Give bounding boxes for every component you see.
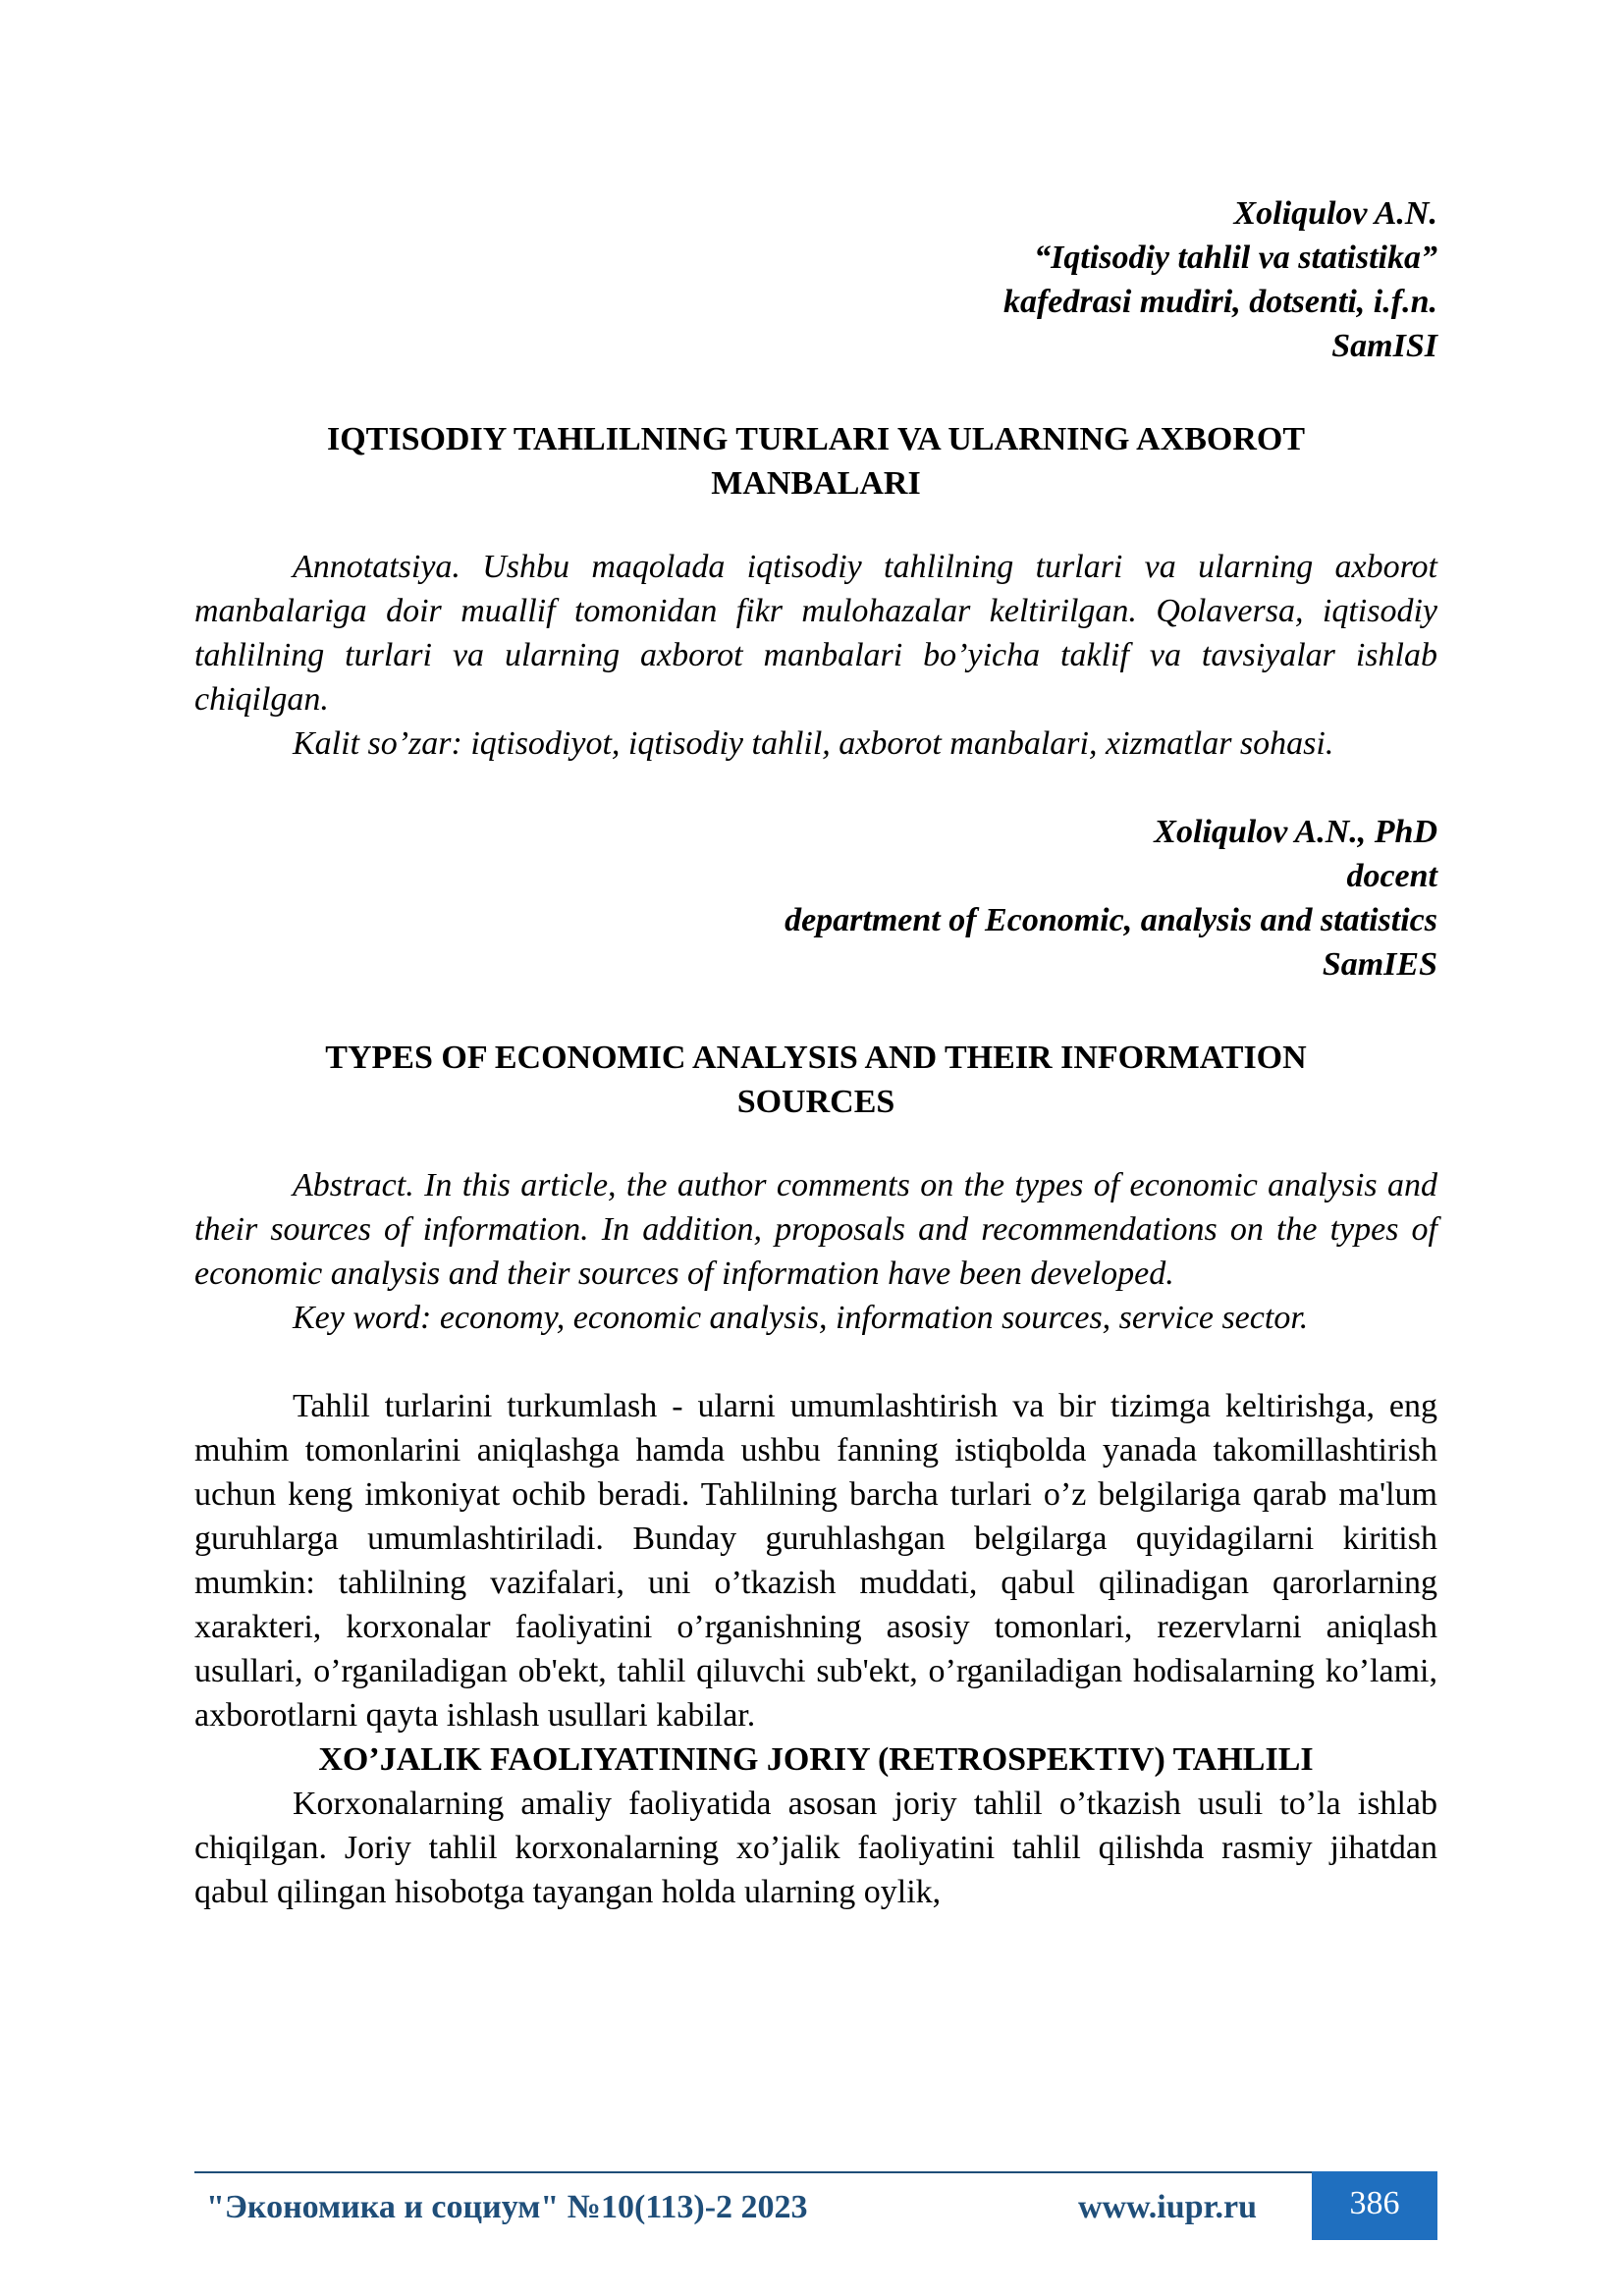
title-uz-line-1: IQTISODIY TAHLILNING TURLARI VA ULARNING AXBOROT: [326, 421, 1305, 457]
title-uz-line-2: MANBALARI: [711, 465, 921, 502]
author-name-uz: Xoliqulov A.N.: [1233, 195, 1437, 232]
keywords-uz: Kalit so’zar: iqtisodiyot, iqtisodiy tahlil, axborot manbalari, xizmatlar sohasi.: [293, 725, 1334, 762]
author-name-en: Xoliqulov A.N., PhD: [1154, 814, 1437, 850]
article-title-en: [194, 1036, 1437, 1124]
annotation-uz: Annotatsiya. Ushbu maqolada iqtisodiy tahlilning turlari va ularning axborot manbalariga doir muallif tomonidan fikr mulohazalar keltirilgan. Qolaversa, iqtisodiy tahlilning turlari va ularning axborot manbalari bo’yicha taklif va tavsiyalar ishlab chiqilgan.: [194, 549, 1437, 718]
department-name-uz: “Iqtisodiy tahlil va statistika”: [1034, 240, 1437, 276]
abstract-uz: [194, 545, 1437, 766]
journal-name: "Экономика и социум" №10(113)-2 2023: [206, 2189, 808, 2225]
body-paragraph-2: Korxonalarning amaliy faoliyatida asosan joriy tahlil o’tkazish usuli to’la ishlab chiqilgan. Joriy tahlil korxonalarning xo’jalik faoliyatini tahlil qilishda rasmiy jihatdan qabul qilingan hisobotga tayangan holda ularning oylik,: [194, 1786, 1437, 1910]
author-affiliation-uz: [194, 191, 1437, 368]
article-title-uz: [194, 417, 1437, 506]
article-page: [194, 191, 1437, 1914]
page-number-badge: 386: [1312, 2171, 1437, 2240]
title-en-line-1: TYPES OF ECONOMIC ANALYSIS AND THEIR INFORMATION: [325, 1040, 1307, 1076]
keywords-en: Key word: economy, economic analysis, information sources, service sector.: [293, 1300, 1309, 1336]
footer-divider: [194, 2171, 1312, 2173]
position-en: docent: [1346, 858, 1437, 894]
journal-website-link[interactable]: www.iupr.ru: [1078, 2189, 1258, 2225]
section-heading: XO’JALIK FAOLIYATINING JORIY (RETROSPEKTIV) TAHLILI: [318, 1741, 1314, 1778]
department-name-en: department of Economic, analysis and statistics: [785, 902, 1437, 938]
abstract-text-en: Abstract. In this article, the author comments on the types of economic analysis and their sources of information. In addition, proposals and recommendations on the types of economic analysis and their sources of information have been developed.: [194, 1167, 1437, 1292]
page-footer: [194, 2171, 1437, 2240]
author-affiliation-en: [194, 810, 1437, 987]
position-uz: kafedrasi mudiri, dotsenti, i.f.n.: [1002, 284, 1437, 320]
institution-en: SamIES: [1322, 946, 1437, 983]
body-paragraph-1: Tahlil turlarini turkumlash - ularni umumlashtirish va bir tizimga keltirishga, eng muhim tomonlarini aniqlashga hamda ushbu fanning istiqbolda yanada takomillashtirish uchun keng imkoniyat ochib beradi. Tahlilning barcha turlari o’z belgilariga qarab ma'lum guruhlarga umumlashtiriladi. Bunday guruhlashgan belgilarga quyidagilarni kiritish mumkin: tahlilning vazifalari, uni o’tkazish muddati, qabul qilinadigan qarorlarning xarakteri, korxonalar faoliyatini o’rganishning asosiy tomonlari, rezervlarni aniqlash usullari, o’rganiladigan ob'ekt, tahlil qiluvchi sub'ekt, o’rganiladigan hodisalarning ko’lami, axborotlarni qayta ishlash usullari kabilar.: [194, 1388, 1437, 1734]
abstract-en: [194, 1163, 1437, 1340]
institution-uz: SamISI: [1331, 328, 1437, 364]
title-en-line-2: SOURCES: [736, 1084, 895, 1120]
